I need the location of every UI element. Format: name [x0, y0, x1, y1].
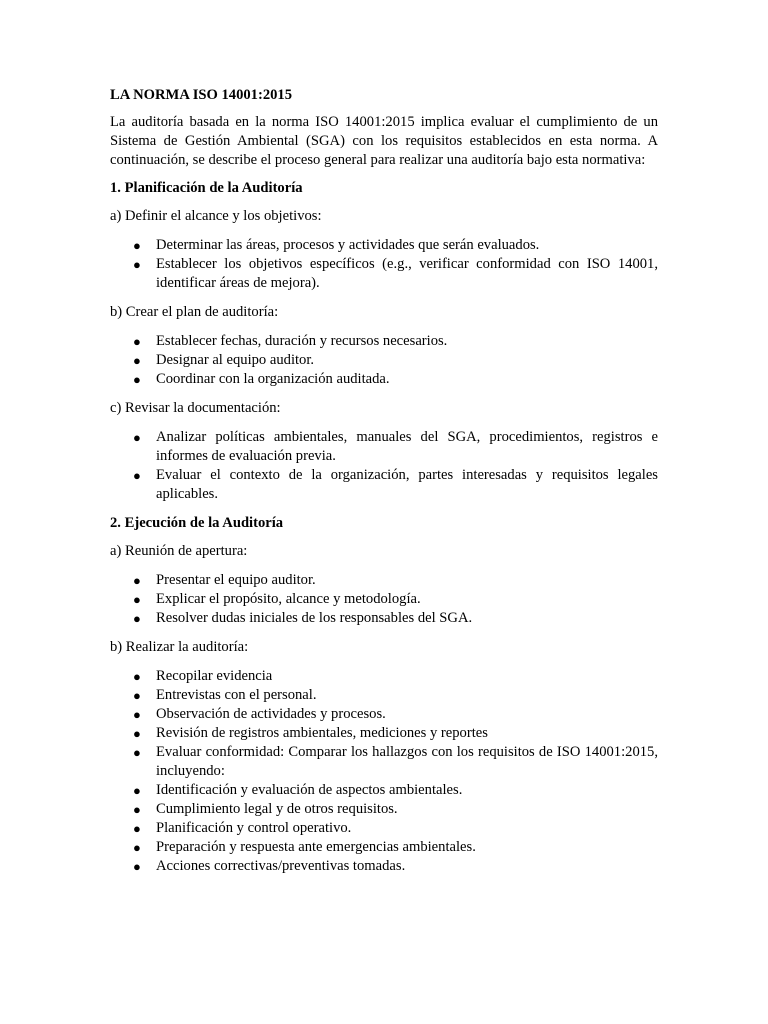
- bullet-icon: ●: [133, 257, 141, 272]
- intro-paragraph: La auditoría basada en la norma ISO 14001:2015 implica evaluar el cumplimiento de un Sistema de Gestión Ambiental (SGA) con los requisitos establecidos en esta norma. A continuación, se describe el proceso general para realizar una auditoría bajo esta normativa:: [110, 114, 658, 168]
- bullet-icon: ●: [133, 353, 141, 368]
- list-item-text: Preparación y respuesta ante emergencias ambientales.: [156, 839, 476, 855]
- document-page: [110, 86, 658, 886]
- list-item: [110, 800, 658, 819]
- list-item: [110, 781, 658, 800]
- list-item: [110, 686, 658, 705]
- sections-container: [110, 179, 658, 876]
- section-heading: 1. Planificación de la Auditoría: [110, 180, 303, 196]
- list-item: [110, 370, 658, 389]
- list-item-text: Observación de actividades y procesos.: [156, 706, 386, 722]
- list-item: [110, 255, 658, 293]
- bullet-icon: ●: [133, 611, 141, 626]
- list-item-text: Planificación y control operativo.: [156, 820, 352, 836]
- bullet-list: [110, 571, 658, 628]
- list-item: [110, 351, 658, 370]
- list-item-text: Resolver dudas iniciales de los responsables del SGA.: [156, 610, 473, 626]
- subsection-heading: a) Definir el alcance y los objetivos:: [110, 208, 322, 224]
- subsection-heading: b) Realizar la auditoría:: [110, 639, 249, 655]
- list-item-text: Entrevistas con el personal.: [156, 687, 317, 703]
- list-item: [110, 838, 658, 857]
- bullet-icon: ●: [133, 238, 141, 253]
- list-item-text: Explicar el propósito, alcance y metodología.: [156, 591, 421, 607]
- subsection-heading: a) Reunión de apertura:: [110, 543, 248, 559]
- subsection-heading: b) Crear el plan de auditoría:: [110, 304, 279, 320]
- list-item: [110, 609, 658, 628]
- bullet-icon: ●: [133, 372, 141, 387]
- list-item-text: Acciones correctivas/preventivas tomadas.: [156, 858, 406, 874]
- list-item-text: Recopilar evidencia: [156, 668, 273, 684]
- bullet-icon: ●: [133, 334, 141, 349]
- bullet-icon: ●: [133, 840, 141, 855]
- bullet-icon: ●: [133, 688, 141, 703]
- document-title: LA NORMA ISO 14001:2015: [110, 87, 293, 103]
- bullet-icon: ●: [133, 573, 141, 588]
- list-item-text: Identificación y evaluación de aspectos ambientales.: [156, 782, 463, 798]
- bullet-icon: ●: [133, 745, 141, 760]
- list-item: [110, 466, 658, 504]
- list-item: [110, 819, 658, 838]
- bullet-icon: ●: [133, 592, 141, 607]
- list-item-text: Revisión de registros ambientales, mediciones y reportes: [156, 725, 488, 741]
- bullet-list: [110, 332, 658, 389]
- list-item: [110, 857, 658, 876]
- list-item: [110, 705, 658, 724]
- list-item-text: Presentar el equipo auditor.: [156, 572, 316, 588]
- list-item-text: Determinar las áreas, procesos y actividades que serán evaluados.: [156, 237, 540, 253]
- bullet-icon: ●: [133, 859, 141, 874]
- bullet-icon: ●: [133, 802, 141, 817]
- list-item-text: Establecer fechas, duración y recursos necesarios.: [156, 333, 448, 349]
- bullet-icon: ●: [133, 821, 141, 836]
- list-item-text: Designar al equipo auditor.: [156, 352, 315, 368]
- bullet-icon: ●: [133, 707, 141, 722]
- list-item-text: Evaluar el contexto de la organización, partes interesadas y requisitos legales aplicables.: [156, 467, 658, 502]
- list-item: [110, 571, 658, 590]
- bullet-icon: ●: [133, 430, 141, 445]
- list-item: [110, 428, 658, 466]
- bullet-icon: ●: [133, 468, 141, 483]
- list-item: [110, 667, 658, 686]
- section-heading: 2. Ejecución de la Auditoría: [110, 515, 284, 531]
- bullet-icon: ●: [133, 783, 141, 798]
- bullet-list: [110, 667, 658, 876]
- bullet-icon: ●: [133, 726, 141, 741]
- list-item: [110, 743, 658, 781]
- list-item: [110, 724, 658, 743]
- list-item-text: Analizar políticas ambientales, manuales del SGA, procedimientos, registros e informes de evaluación previa.: [156, 429, 658, 464]
- list-item-text: Coordinar con la organización auditada.: [156, 371, 390, 387]
- list-item: [110, 236, 658, 255]
- list-item: [110, 332, 658, 351]
- subsection-heading: c) Revisar la documentación:: [110, 400, 281, 416]
- list-item-text: Evaluar conformidad: Comparar los hallazgos con los requisitos de ISO 14001:2015, incluyendo:: [156, 744, 658, 779]
- bullet-list: [110, 236, 658, 293]
- list-item-text: Establecer los objetivos específicos (e.g., verificar conformidad con ISO 14001, identificar áreas de mejora).: [156, 256, 658, 291]
- bullet-icon: ●: [133, 669, 141, 684]
- list-item-text: Cumplimiento legal y de otros requisitos.: [156, 801, 398, 817]
- bullet-list: [110, 428, 658, 504]
- list-item: [110, 590, 658, 609]
